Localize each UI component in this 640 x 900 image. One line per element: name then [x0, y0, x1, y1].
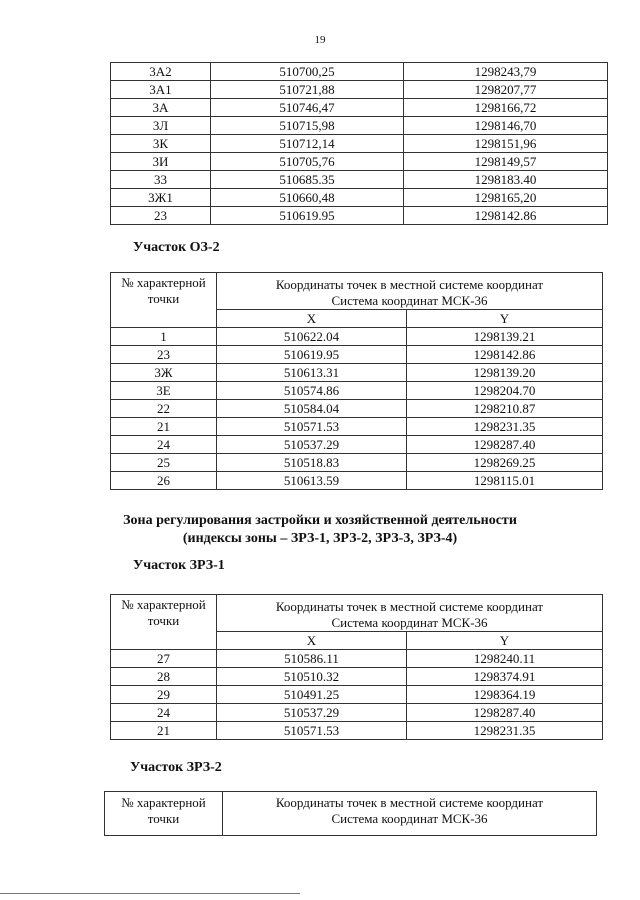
table-row — [111, 81, 608, 99]
table-row — [111, 328, 603, 346]
y-coordinate-cell: 1298142.86 — [404, 207, 608, 225]
x-coordinate-cell: 510613.59 — [217, 472, 407, 490]
y-coordinate-cell: 1298210.87 — [407, 400, 603, 418]
x-coordinate-cell: 510746,47 — [211, 99, 404, 117]
point-number-cell: 24 — [111, 704, 217, 722]
header-label: № характерной — [121, 275, 206, 290]
table-body — [111, 328, 603, 490]
coordinates-header — [217, 273, 603, 310]
point-number-cell: 26 — [111, 472, 217, 490]
y-coordinate-cell: 1298142.86 — [407, 346, 603, 364]
y-coordinate-cell: 1298231.35 — [407, 418, 603, 436]
table-row — [111, 117, 608, 135]
coordinates-header — [223, 792, 597, 836]
point-number-cell: 3И — [111, 153, 211, 171]
point-number-cell: 3Е — [111, 382, 217, 400]
point-number-header — [105, 792, 223, 836]
point-number-cell: 24 — [111, 436, 217, 454]
point-number-cell: 21 — [111, 722, 217, 740]
table-row — [111, 436, 603, 454]
y-coordinate-cell: 1298243,79 — [404, 63, 608, 81]
table-row — [111, 400, 603, 418]
x-coordinate-cell: 510537.29 — [217, 436, 407, 454]
table-row — [111, 63, 608, 81]
point-number-cell: 27 — [111, 650, 217, 668]
point-number-cell: 21 — [111, 418, 217, 436]
y-coordinate-cell: 1298183.40 — [404, 171, 608, 189]
coordinates-header — [217, 595, 603, 632]
x-coordinate-cell: 510685.35 — [211, 171, 404, 189]
point-number-cell: 23 — [111, 346, 217, 364]
x-coordinate-cell: 510660,48 — [211, 189, 404, 207]
table-row — [111, 650, 603, 668]
point-number-cell: 3Ж1 — [111, 189, 211, 207]
header-label: Координаты точек в местной системе координат — [275, 599, 544, 614]
table-row — [111, 382, 603, 400]
x-coordinate-cell: 510571.53 — [217, 722, 407, 740]
header-label: точки — [147, 811, 180, 826]
y-coordinate-cell: 1298287.40 — [407, 704, 603, 722]
table-header — [111, 595, 603, 650]
x-coordinate-cell: 510574.86 — [217, 382, 407, 400]
point-number-cell: 22 — [111, 400, 217, 418]
y-coordinate-cell: 1298139.20 — [407, 364, 603, 382]
zone-title — [0, 512, 640, 548]
x-coordinate-cell: 510491.25 — [217, 686, 407, 704]
x-coordinate-cell: 510700,25 — [211, 63, 404, 81]
y-coordinate-cell: 1298146,70 — [404, 117, 608, 135]
point-number-cell: 23 — [111, 207, 211, 225]
x-coordinate-cell: 510571.53 — [217, 418, 407, 436]
y-coordinate-cell: 1298139.21 — [407, 328, 603, 346]
point-number-cell: 25 — [111, 454, 217, 472]
y-column-header: Y — [407, 632, 603, 650]
coords-table-zrz1 — [110, 594, 603, 740]
header-label: точки — [147, 613, 180, 628]
y-coordinate-cell: 1298149,57 — [404, 153, 608, 171]
table-row — [111, 722, 603, 740]
x-coordinate-cell: 510613.31 — [217, 364, 407, 382]
table-row — [111, 346, 603, 364]
point-number-cell: 1 — [111, 328, 217, 346]
x-coordinate-cell: 510619.95 — [217, 346, 407, 364]
y-coordinate-cell: 1298364.19 — [407, 686, 603, 704]
x-coordinate-cell: 510537.29 — [217, 704, 407, 722]
table-body — [111, 63, 608, 225]
header-label: Координаты точек в местной системе координат — [275, 277, 544, 292]
point-number-cell: 3Ж — [111, 364, 217, 382]
x-column-header: X — [217, 632, 407, 650]
y-coordinate-cell: 1298115.01 — [407, 472, 603, 490]
table-row — [111, 171, 608, 189]
table-row — [111, 135, 608, 153]
table-row — [111, 418, 603, 436]
x-coordinate-cell: 510715,98 — [211, 117, 404, 135]
header-label: № характерной — [121, 597, 206, 612]
y-coordinate-cell: 1298240.11 — [407, 650, 603, 668]
x-coordinate-cell: 510622.04 — [217, 328, 407, 346]
point-number-cell: 29 — [111, 686, 217, 704]
table-row — [111, 364, 603, 382]
point-number-cell: 3К — [111, 135, 211, 153]
y-coordinate-cell: 1298287.40 — [407, 436, 603, 454]
header-label: точки — [147, 291, 180, 306]
y-coordinate-cell: 1298166,72 — [404, 99, 608, 117]
point-number-cell: 28 — [111, 668, 217, 686]
section-heading-zrz2: Участок ЗРЗ-2 — [130, 760, 222, 775]
header-label: Координаты точек в местной системе координат — [275, 795, 544, 810]
point-number-cell: 3А2 — [111, 63, 211, 81]
x-coordinate-cell: 510510.32 — [217, 668, 407, 686]
table-row — [111, 472, 603, 490]
table-row — [111, 189, 608, 207]
section-heading-zrz1: Участок ЗРЗ-1 — [133, 558, 225, 573]
y-coordinate-cell: 1298269.25 — [407, 454, 603, 472]
table-row — [111, 686, 603, 704]
x-column-header: X — [217, 310, 407, 328]
footer-rule — [0, 893, 300, 894]
coords-table-zrz2 — [104, 791, 597, 836]
x-coordinate-cell: 510712,14 — [211, 135, 404, 153]
zone-title-line2: (индексы зоны – ЗРЗ-1, ЗРЗ-2, ЗРЗ-3, ЗРЗ-4) — [182, 531, 458, 546]
page-number: 19 — [314, 34, 326, 46]
point-number-cell: 33 — [111, 171, 211, 189]
point-number-header — [111, 273, 217, 328]
y-coordinate-cell: 1298374.91 — [407, 668, 603, 686]
table-row — [111, 153, 608, 171]
point-number-cell: 3А — [111, 99, 211, 117]
point-number-header — [111, 595, 217, 650]
coords-table-continued — [110, 62, 608, 225]
table-body — [111, 650, 603, 740]
table-row — [111, 207, 608, 225]
table-row — [111, 99, 608, 117]
x-coordinate-cell: 510619.95 — [211, 207, 404, 225]
y-coordinate-cell: 1298151,96 — [404, 135, 608, 153]
table-header — [105, 792, 597, 836]
zone-title-line1: Зона регулирования застройки и хозяйственной деятельности — [123, 513, 517, 528]
y-coordinate-cell: 1298165,20 — [404, 189, 608, 207]
table-row — [111, 668, 603, 686]
x-coordinate-cell: 510518.83 — [217, 454, 407, 472]
y-coordinate-cell: 1298207,77 — [404, 81, 608, 99]
header-label: Система координат МСК-36 — [331, 811, 488, 826]
y-column-header: Y — [407, 310, 603, 328]
table-row — [111, 704, 603, 722]
y-coordinate-cell: 1298204.70 — [407, 382, 603, 400]
point-number-cell: 3Л — [111, 117, 211, 135]
x-coordinate-cell: 510705,76 — [211, 153, 404, 171]
x-coordinate-cell: 510586.11 — [217, 650, 407, 668]
section-heading-oz2: Участок ОЗ-2 — [133, 240, 220, 255]
point-number-cell: 3А1 — [111, 81, 211, 99]
coords-table-oz2 — [110, 272, 603, 490]
header-label: Система координат МСК-36 — [331, 615, 488, 630]
x-coordinate-cell: 510721,88 — [211, 81, 404, 99]
header-label: Система координат МСК-36 — [331, 293, 488, 308]
y-coordinate-cell: 1298231.35 — [407, 722, 603, 740]
table-header — [111, 273, 603, 328]
table-row — [111, 454, 603, 472]
header-label: № характерной — [121, 795, 206, 810]
x-coordinate-cell: 510584.04 — [217, 400, 407, 418]
